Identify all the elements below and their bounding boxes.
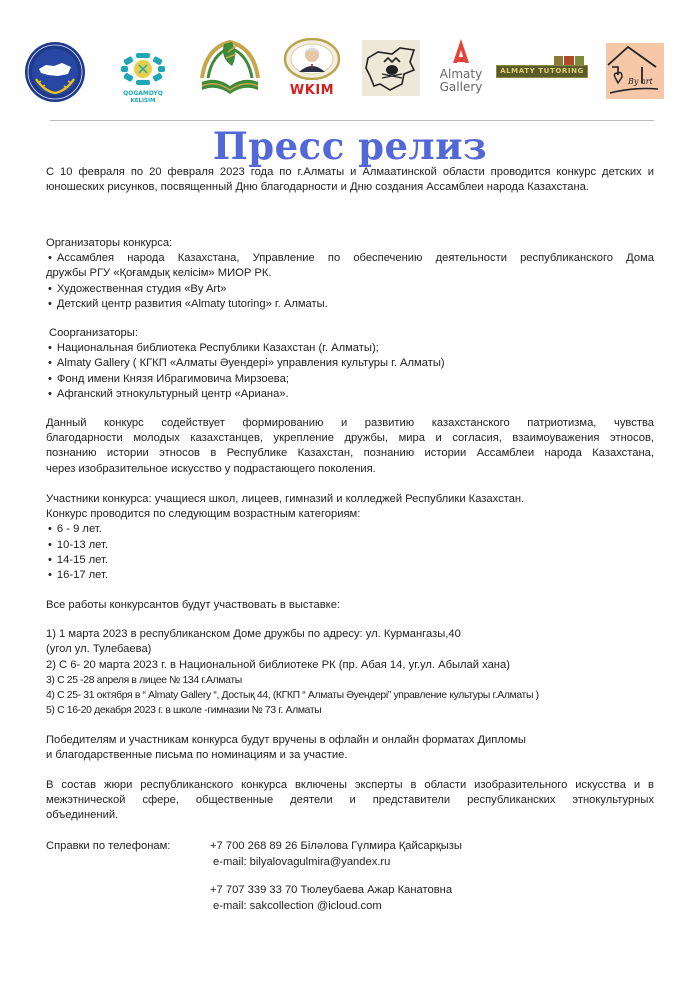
by-art-text: By art xyxy=(628,77,653,86)
almaty-gallery-text-top: Almaty xyxy=(439,67,483,81)
jury-line: В состав жюри республиканского конкурса включены эксперты в области изобразительного искусства и в xyxy=(46,779,654,791)
organizers-section xyxy=(46,236,654,312)
purpose-paragraph xyxy=(46,416,654,477)
national-library-logo-icon xyxy=(198,38,262,98)
exhibition-item: 3) С 25 -28 апреля в лицее № 134 г.Алматы xyxy=(46,674,242,686)
exhibition-item: 4) С 25- 31 октября в “ Almaty Gallery “, Достық 44, (КГКП “ Алматы Әуендері” управление культуры г.Алматы ) xyxy=(46,690,539,702)
exhibition-item: 2) С 6- 20 марта 2023 г. в Национальной библиотеке РК (пр. Абая 14, уг.ул. Абылай хана) xyxy=(46,658,510,671)
exhibition-item-continuation: (угол ул. Тулебаева) xyxy=(46,643,152,656)
participants-line: Участники конкурса: учащиеся школ, лицеев, гимназий и колледжей Республики Казахстан. xyxy=(46,493,525,505)
age-group-item: • 16-17 лет. xyxy=(46,568,654,583)
purpose-line: через изобразительное искусство у подрастающего поколения. xyxy=(46,462,376,475)
header-divider xyxy=(50,120,654,121)
awards-line: и благодарственные письма по номинациям и за участие. xyxy=(46,749,348,762)
purpose-line: Данный конкурс содействует формированию и развитию казахстанского патриотизма, чувства xyxy=(46,417,654,429)
contact-email-link[interactable]: e-mail: sakcollection @icloud.com xyxy=(213,899,382,912)
intro-paragraph xyxy=(46,165,654,195)
intro-line: С 10 февраля по 20 февраля 2023 года по г.Алматы и Алмаатинской области проводится конкурс детских и xyxy=(46,166,654,178)
exhibition-item: 5) С 16-20 декабря 2023 г. в школе -гимназии № 73 г. Алматы xyxy=(46,705,322,717)
contacts-label: Справки по телефонам: xyxy=(46,840,171,852)
jury-line: межэтнической сфере, общественные деятели и представители республиканских этнокультурных xyxy=(46,794,654,807)
contact-phone-name: +7 700 268 89 26 Біләлова Гүлмира Қайсарқызы xyxy=(210,840,462,852)
jury-line: объединений. xyxy=(46,809,119,822)
coorganizer-item: • Афганский этнокультурный центр «Ариана». xyxy=(46,387,654,402)
assembly-logo-icon xyxy=(24,41,86,103)
contact-phone-name: +7 707 339 33 70 Тюлеубаева Ажар Канатовна xyxy=(210,884,453,896)
kelisim-emblem-icon xyxy=(118,52,168,86)
exhibition-section xyxy=(46,598,654,718)
awards-line: Победителям и участникам конкурса будут вручены в офлайн и онлайн форматах Дипломы xyxy=(46,734,526,746)
tutoring-text: ALMATY TUTORING xyxy=(496,65,588,78)
page-title: Пресс релиз xyxy=(212,124,488,168)
jury-paragraph xyxy=(46,778,654,824)
exhibition-heading: Все работы конкурсантов будут участвовать в выставке: xyxy=(46,599,341,611)
tutoring-blocks-icon xyxy=(554,56,584,65)
intro-line: юношеских рисунков, посвященный Дню благодарности и Дню создания Ассамблеи народа Казахстана. xyxy=(46,181,589,194)
purpose-line: благодарности молодых казахстанцев, укрепление дружбы, мира и согласия, взаимоуважения этносов, xyxy=(46,432,654,445)
age-group-item: • 6 - 9 лет. xyxy=(46,522,654,537)
by-art-logo xyxy=(606,43,664,99)
coorganizer-item: • Национальная библиотека Республики Казахстан (г. Алматы); xyxy=(46,341,654,356)
organizers-heading: Организаторы конкурса: xyxy=(46,237,173,249)
almaty-gallery-logo xyxy=(436,38,486,100)
qogamdyq-kelisim-logo xyxy=(118,52,168,108)
partner-logos-row xyxy=(0,38,700,118)
wkim-logo xyxy=(282,38,342,100)
contact-email-link[interactable]: e-mail: bilyalovagulmira@yandex.ru xyxy=(213,855,391,868)
organizer-item: • Художественная студия «By Art» xyxy=(46,282,654,297)
organizer-item: • Детский центр развития «Almaty tutoring» г. Алматы. xyxy=(46,297,654,312)
exhibition-item: 1) 1 марта 2023 в республиканском Доме дружбы по адресу: ул. Курмангазы,40 xyxy=(46,628,461,641)
wkim-portrait-icon xyxy=(282,38,342,80)
participants-section xyxy=(46,492,654,583)
almaty-gallery-text-bottom: Gallery xyxy=(439,80,483,94)
coorganizer-item: • Фонд имени Князя Ибрагимовича Мирзоева; xyxy=(46,372,654,387)
by-art-house-icon xyxy=(606,43,664,99)
age-group-item: • 10-13 лет. xyxy=(46,538,654,553)
spacer xyxy=(46,613,654,627)
almaty-tutoring-logo xyxy=(496,56,588,84)
coorganizers-section xyxy=(46,326,654,402)
coorganizer-item: • Almaty Gallery ( КГКП «Алматы Әуендері» управления культуры г. Алматы) xyxy=(46,356,654,371)
age-group-item: • 14-15 лет. xyxy=(46,553,654,568)
contact-person xyxy=(210,883,452,914)
kelisim-text-bottom: KELISIM xyxy=(130,98,156,104)
organizer-item-continuation: дружбы РГУ «Қоғамдық келісім» МИОР РК. xyxy=(46,267,272,280)
almaty-gallery-mark-icon xyxy=(436,38,486,64)
ariana-center-logo-icon xyxy=(362,40,420,96)
awards-paragraph xyxy=(46,733,654,763)
age-categories-heading: Конкурс проводится по следующим возрастным категориям: xyxy=(46,508,361,521)
wkim-text: WKIM xyxy=(289,83,335,98)
purpose-line: познанию истории этносов в Республике Казахстан, познанию истории Ассамблеи народа Казахстана, xyxy=(46,447,654,460)
contact-person xyxy=(210,839,462,870)
kelisim-text-top: QOGAMDYQ xyxy=(123,90,163,97)
organizer-item: • Ассамблея народа Казахстана, Управление по обеспечению деятельности республиканского Дома xyxy=(46,251,654,266)
coorganizers-heading: Соорганизаторы: xyxy=(49,327,138,339)
